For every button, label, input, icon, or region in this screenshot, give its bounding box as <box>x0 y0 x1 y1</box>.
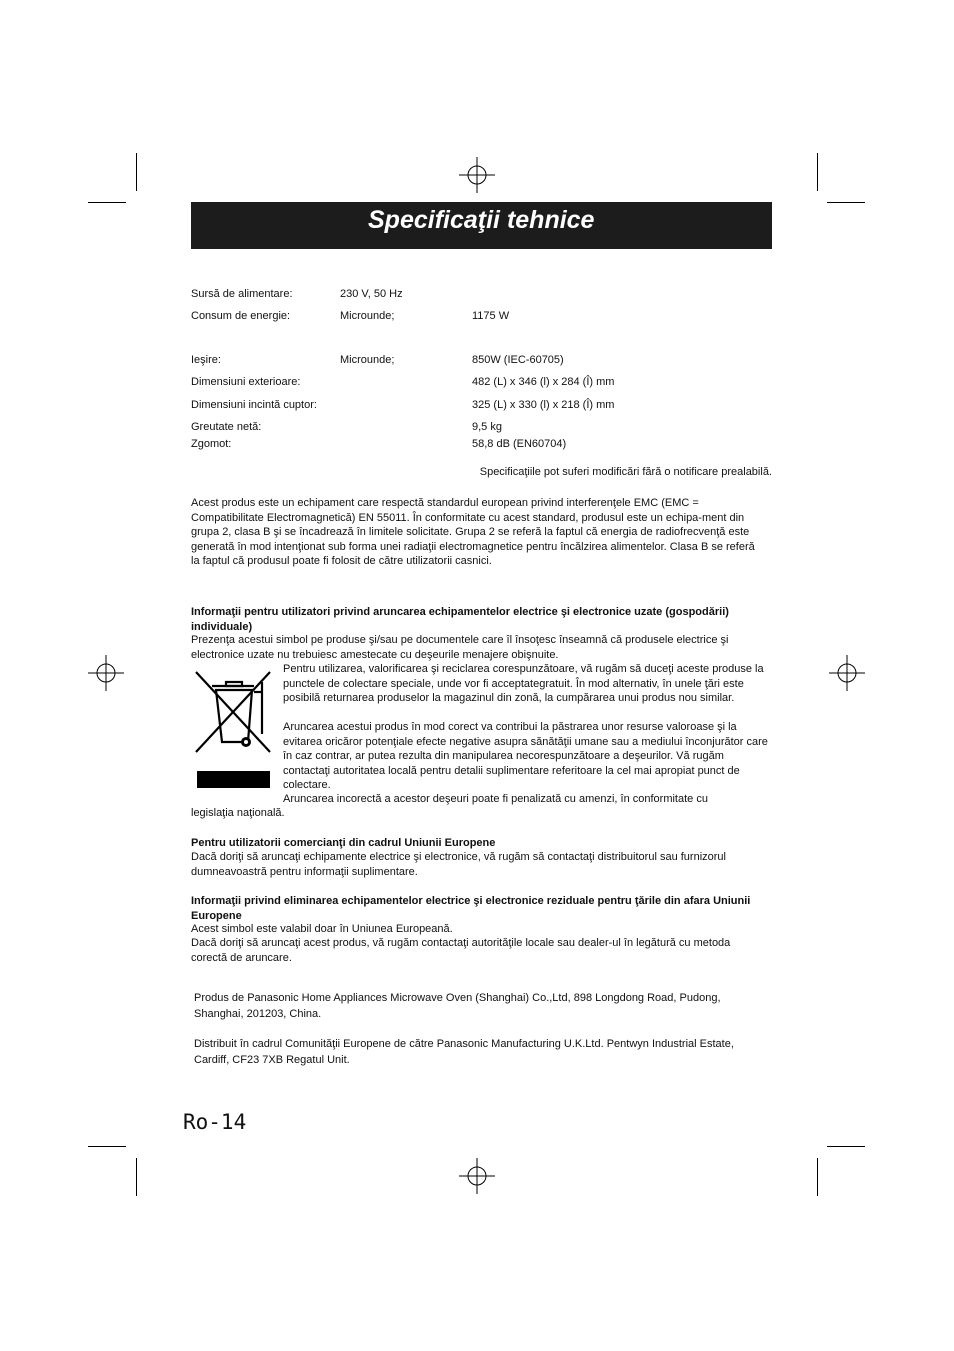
spec-label: Consum de energie: <box>191 310 291 322</box>
spec-mid: 230 V, 50 Hz <box>340 288 403 300</box>
spec-mid: Microunde; <box>340 354 395 366</box>
registration-right-icon <box>829 655 865 691</box>
spec-label: Sursă de alimentare: <box>191 288 293 300</box>
weee-paragraph-2: Aruncarea acestui produs în mod corect va contribui la păstrarea unor resurse valoroase şi la evitarea oricăror potenţiale efecte negative asupra sănătăţii umane sau a mediului înconjurător care în caz contrar, ar putea rezulta din manipularea necorespunzătoare a deşeurilor. Vă rugăm contactaţi autoritatea locală pentru detalii suplimentare referitoare la cel mai apropiat punct de colectare. <box>283 721 768 792</box>
spec-mid: Microunde; <box>340 310 395 322</box>
spec-value: 58,8 dB (EN60704) <box>472 438 567 450</box>
producer-text: Produs de Panasonic Home Appliances Microwave Oven (Shanghai) Co.,Ltd, 898 Longdong Road, Pudong, Shanghai, 201203, China. <box>194 992 721 1020</box>
spec-label: Greutate netă: <box>191 421 262 433</box>
title-bar <box>191 202 772 249</box>
spec-value: 9,5 kg <box>472 421 502 433</box>
weee-heading: Informaţii pentru utilizatori privind aruncarea echipamentelor electrice şi electronice uzate (gospodării) individuale) <box>191 606 729 633</box>
distributor-text: Distribuit în cadrul Comunităţii Europene de către Panasonic Manufacturing U.K.Ltd. Pentwyn Industrial Estate, Cardiff, CF23 7XB Regatul Unit. <box>194 1038 734 1066</box>
registration-left-icon <box>88 655 124 691</box>
outside-eu-heading: Informaţii privind eliminarea echipamentelor electrice şi electronice reziduale pentru ţările din afara Uniunii Europene <box>191 895 751 922</box>
spec-label: Zgomot: <box>191 438 232 450</box>
spec-note: Specificaţiile pot suferi modificări fără o notificare prealabilă. <box>479 466 772 478</box>
registration-bottom-icon <box>459 1158 495 1194</box>
business-heading: Pentru utilizatorii comercianţi din cadrul Uniunii Europene <box>191 837 496 849</box>
outside-eu-line-1: Acest simbol este valabil doar în Uniunea Europeană. <box>191 923 453 935</box>
spec-value: 850W (IEC-60705) <box>472 354 564 366</box>
outside-eu-line-2: Dacă doriţi să aruncaţi acest produs, vă rugăm contactaţi autorităţile locale sau dealer-ul în legătură cu metoda corectă de aruncare. <box>191 937 731 964</box>
spec-label: Dimensiuni exterioare: <box>191 376 301 388</box>
weee-paragraph-1: Pentru utilizarea, valorificarea şi reciclarea corespunzătoare, vă rugăm să duceţi aceste produse la punctele de colectare speciale, unde vor fi acceptategratuit. În mod alternativ, în unele ţări este posibilă returnarea produselor la magazinul din zonă, la cumpărarea unui produs nou similar. <box>283 663 764 705</box>
spec-value: 325 (L) x 330 (l) x 218 (Î) mm <box>472 399 615 411</box>
weee-paragraph-3b: legislaţia naţională. <box>191 807 285 819</box>
spec-label: Dimensiuni incintă cuptor: <box>191 399 317 411</box>
page-title: Specificaţii tehnice <box>368 206 595 234</box>
registration-top-icon <box>459 157 495 193</box>
weee-intro: Prezenţa acestui simbol pe produse şi/sau pe documentele care îl însoţesc înseamnă că produsele electrice şi electronice uzate nu trebuiesc amestecate cu deşeurile menajere obişnuite. <box>191 634 729 661</box>
crossed-out-wheelie-bin-icon <box>192 668 278 792</box>
business-text: Dacă doriţi să aruncaţi echipamente electrice şi electronice, vă rugăm să contactaţi distribuitorul sau furnizorul dumneavoastră pentru informaţii suplimentare. <box>191 851 726 878</box>
page-number: Ro-14 <box>183 1110 247 1134</box>
emc-paragraph: Acest produs este un echipament care respectă standardul european privind interferenţele EMC (EMC = Compatibilitate Electromagnetică) EN 55011. În conformitate cu acest standard, produsul este un echipa-ment din grupa 2, clasa B şi se încadrează în limitele solicitate. Grupa 2 se referă la faptul că energia de radiofrecvenţă este generată în mod intenţionat sub forma unei radiaţii electromagnetice pentru încălzirea alimentelor. Clasa B se referă la faptul că produsul poate fi folosit de către utilizatorii casnici. <box>191 497 755 568</box>
spec-label: Ieşire: <box>191 354 221 366</box>
spec-value: 1175 W <box>472 310 510 322</box>
spec-value: 482 (L) x 346 (l) x 284 (Î) mm <box>472 376 615 388</box>
weee-paragraph-3a: Aruncarea incorectă a acestor deşeuri poate fi penalizată cu amenzi, în conformitate cu <box>283 793 708 805</box>
